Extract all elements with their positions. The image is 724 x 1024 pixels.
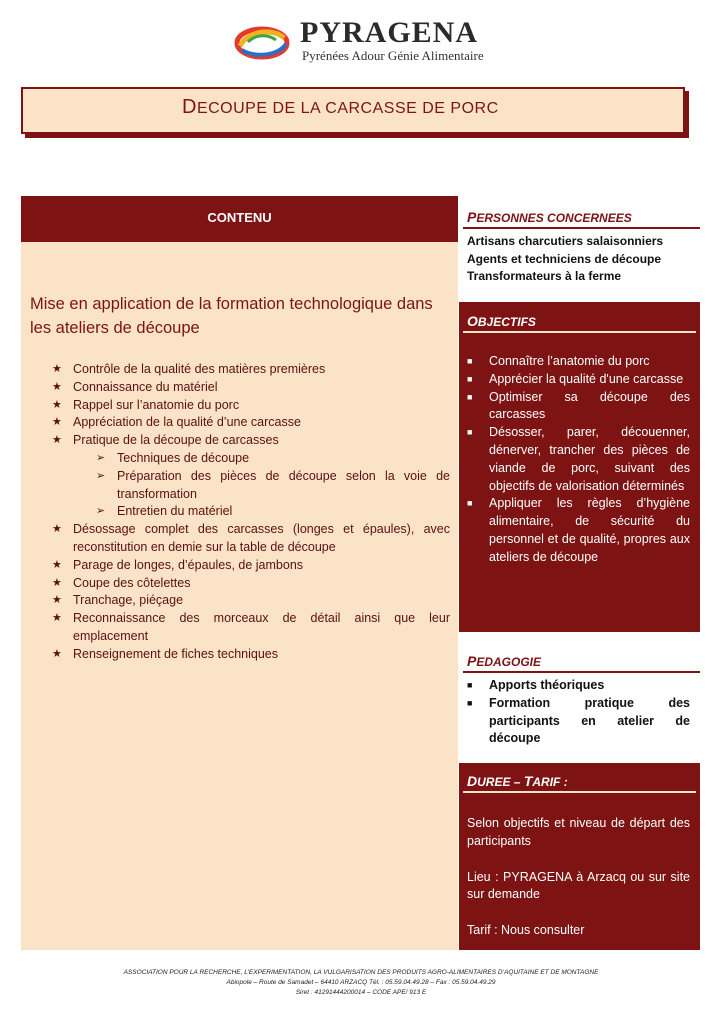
objectifs-heading [467, 313, 536, 329]
duree-rule [463, 791, 696, 793]
star-bullet-icon: ★ [52, 647, 62, 660]
content-list [52, 361, 450, 664]
objectifs-item-text: Optimiser sa découpe des carcasses [489, 389, 690, 422]
content-item-text: Contrôle de la qualité des matières premières [73, 362, 326, 376]
content-item [52, 503, 450, 521]
arrow-bullet-icon: ➢ [96, 469, 106, 482]
duree-heading [467, 773, 568, 789]
content-item-text: Tranchage, piéçage [73, 593, 184, 608]
star-bullet-icon: ★ [52, 576, 62, 589]
personnes-rule [463, 227, 700, 229]
footer-line-1: ASSOCIATION POUR LA RECHERCHE, L’EXPERIMENTATION, LA VULGARISATION DES PRODUITS AGRO-ALIMENTAIRES D’AQUITAINE ET DE MONTAGNE [123, 969, 599, 976]
pedagogie-item [467, 695, 690, 748]
content-item-text: Désossage complet des carcasses (longes et épaules), avec reconstitution en demie sur la table de découpe [73, 522, 450, 554]
star-bullet-icon: ★ [52, 594, 62, 607]
content-item [52, 521, 450, 557]
objectifs-rule [463, 331, 696, 333]
duree-paragraph: Lieu : PYRAGENA à Arzacq ou sur site sur demande [467, 869, 690, 902]
content-item [52, 450, 450, 468]
content-item-text: Techniques de découpe [117, 450, 250, 465]
objectifs-item [467, 389, 690, 425]
content-item [52, 575, 450, 593]
pedagogie-heading-initial: P [467, 653, 477, 669]
content-item-text: Pratique de la découpe de carcasses [73, 433, 279, 448]
star-bullet-icon: ★ [52, 558, 62, 571]
objectifs-item [467, 371, 690, 389]
personnes-heading-initial: P [467, 209, 477, 225]
star-bullet-icon: ★ [52, 523, 62, 536]
star-bullet-icon: ★ [52, 434, 62, 447]
pedagogie-item-text: Apports théoriques [489, 678, 605, 692]
objectifs-item [467, 353, 690, 371]
content-item [52, 646, 450, 664]
personnes-heading-rest: ERSONNES CONCERNEES [476, 211, 632, 225]
content-item [52, 361, 450, 379]
arrow-bullet-icon: ➢ [96, 505, 106, 518]
swirl-logo-icon [234, 22, 290, 62]
objectifs-item-text: Apprécier la qualité d'une carcasse [489, 371, 684, 386]
content-item-text: Rappel sur l’anatomie du porc [73, 397, 240, 412]
duree-heading-mid: UREE – [477, 775, 524, 789]
title-initial: D [182, 96, 197, 118]
star-bullet-icon: ★ [52, 363, 62, 375]
content-item-text: Renseignement de fiches techniques [73, 646, 278, 661]
content-item-text: Appréciation de la qualité d’une carcasse [73, 415, 301, 430]
content-item [52, 379, 450, 397]
objectifs-item-text: Appliquer les règles d’hygiène alimentaire, de sécurité du personnel et de qualité, propres aux ateliers de découpe [489, 496, 690, 564]
star-bullet-icon: ★ [52, 380, 62, 393]
brand-name: PYRAGENA [300, 16, 478, 49]
duree-heading-initial: D [467, 773, 478, 789]
content-item-text: Préparation des pièces de découpe selon la voie de transformation [117, 468, 450, 501]
objectifs-item [467, 495, 690, 566]
duree-paragraph: Tarif : Nous consulter [467, 923, 585, 938]
objectifs-list [467, 353, 690, 567]
duree-heading-rest: ARIF : [532, 775, 568, 789]
content-item [52, 468, 450, 504]
objectifs-item-text: Désosser, parer, découenner, dénerver, trancher des pièces de viande de porc, suivant des objectifs de valorisation déterminés [489, 425, 690, 493]
content-header-label: CONTENU [207, 210, 272, 225]
content-item [52, 610, 450, 646]
personnes-list [467, 233, 700, 286]
duree-paragraph: Selon objectifs et niveau de départ des participants [467, 816, 690, 848]
footer-line-3: Siret : 41291444200014 – CODE APE/ 913 E [295, 989, 427, 996]
content-item [52, 592, 450, 610]
pedagogie-heading-rest: EDAGOGIE [476, 655, 542, 669]
footer-line-2: Abiopole – Route de Samadet – 64410 ARZACQ Tél. : 05.59.04.49.28 – Fax : 05.59.04.49.29 [226, 979, 496, 986]
square-bullet-icon: ■ [467, 373, 473, 384]
content-item [52, 397, 450, 415]
personnes-line: Transformateurs à la ferme [467, 269, 622, 283]
title-rest: ECOUPE DE LA CARCASSE DE PORC [196, 100, 499, 117]
content-item-text: Entretien du matériel [117, 504, 233, 519]
square-bullet-icon: ■ [467, 680, 473, 690]
content-item [52, 557, 450, 575]
duree-text [467, 815, 690, 958]
personnes-heading [467, 209, 632, 225]
content-subtitle: Mise en application de la formation technologique dans les ateliers de découpe [30, 295, 433, 337]
brand-subtitle: Pyrénées Adour Génie Alimentaire [302, 48, 484, 63]
objectifs-heading-initial: O [467, 313, 478, 329]
objectifs-item-text: Connaître l’anatomie du porc [489, 354, 650, 368]
objectifs-heading-rest: BJECTIFS [477, 315, 536, 329]
duree-heading-t: T [523, 773, 533, 789]
content-item-text: Parage de longes, d’épaules, de jambons [73, 557, 304, 572]
content-item-text: Reconnaissance des morceaux de détail ainsi que leur emplacement [73, 611, 450, 643]
page-title [182, 96, 499, 119]
pedagogie-item-text: Formation pratique des participants en atelier de découpe [489, 695, 690, 746]
star-bullet-icon: ★ [52, 398, 62, 411]
star-bullet-icon: ★ [52, 416, 62, 429]
personnes-line: Artisans charcutiers salaisonniers [467, 234, 664, 248]
footer [21, 968, 701, 998]
pedagogie-item [467, 677, 690, 695]
square-bullet-icon: ■ [467, 498, 473, 509]
content-item-text: Coupe des côtelettes [73, 575, 191, 590]
personnes-line: Agents et techniciens de découpe [467, 251, 662, 266]
pedagogie-heading [467, 653, 541, 669]
content-item-text: Connaissance du matériel [73, 379, 218, 394]
star-bullet-icon: ★ [52, 612, 62, 625]
square-bullet-icon: ■ [467, 427, 473, 438]
content-item [52, 414, 450, 432]
content-item [52, 432, 450, 450]
pedagogie-list [467, 677, 690, 748]
pedagogie-rule [463, 671, 700, 673]
arrow-bullet-icon: ➢ [96, 451, 106, 464]
square-bullet-icon: ■ [467, 391, 473, 402]
square-bullet-icon: ■ [467, 697, 473, 708]
square-bullet-icon: ■ [467, 356, 473, 366]
objectifs-item [467, 424, 690, 495]
